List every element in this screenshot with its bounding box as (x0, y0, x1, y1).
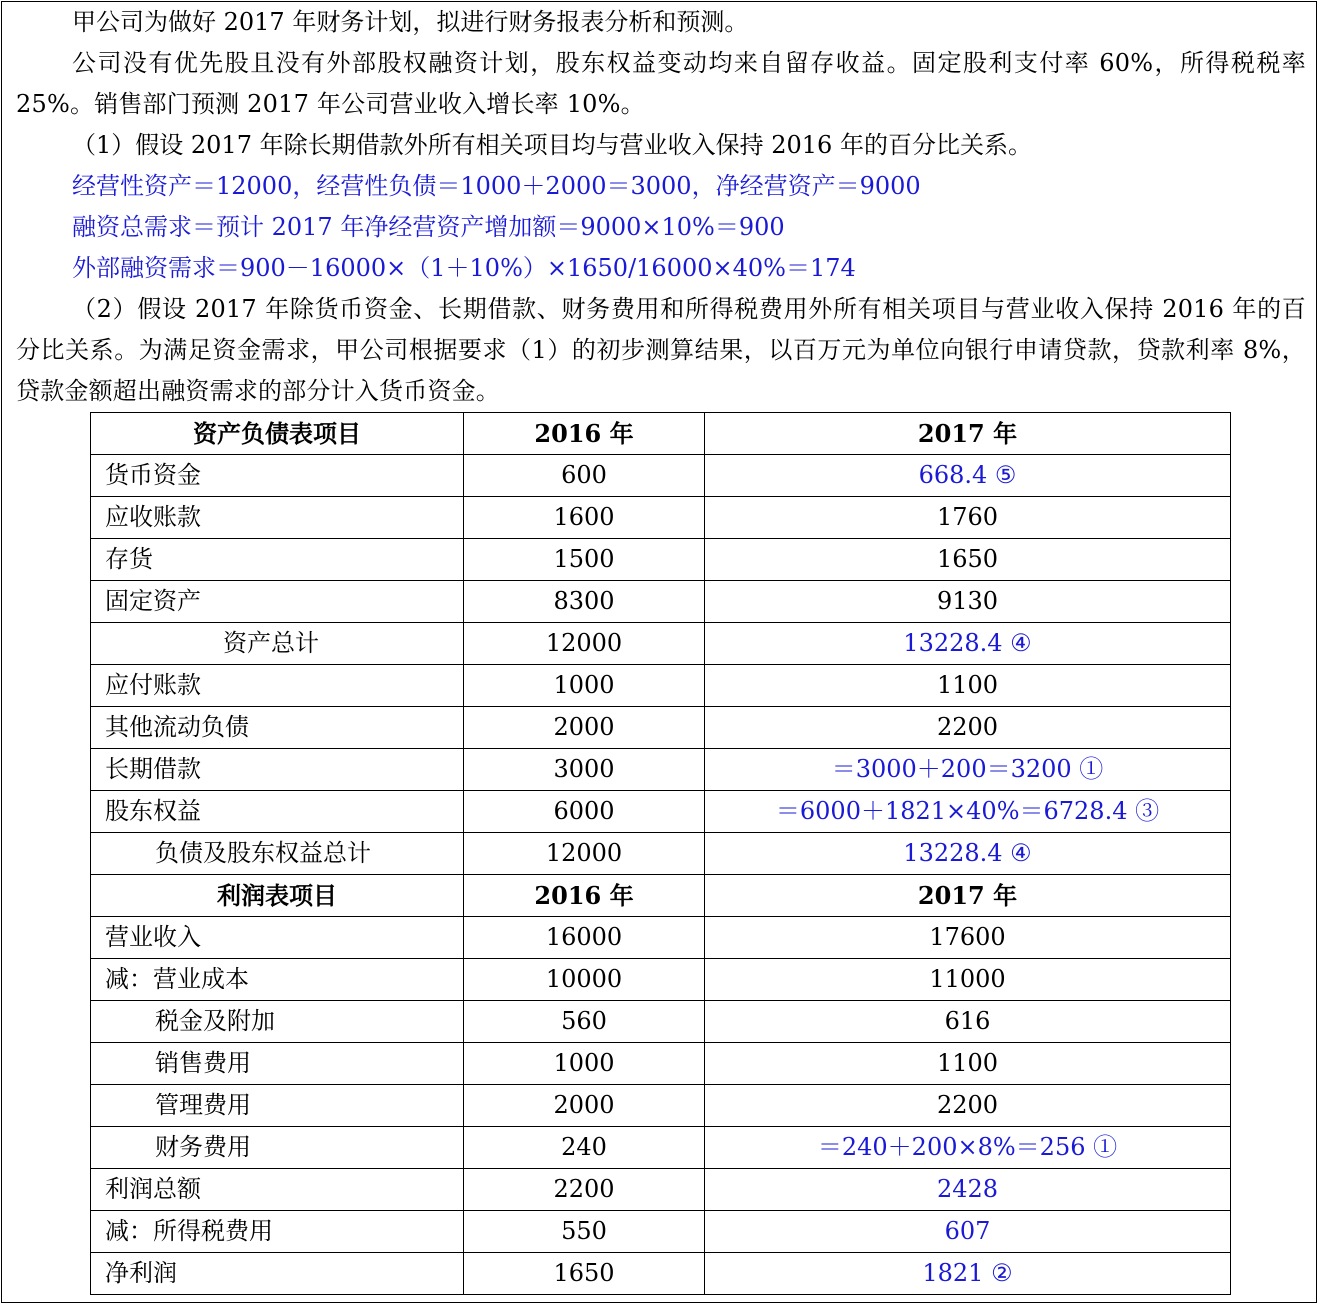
row-label: 减：所得税费用 (91, 1211, 464, 1253)
value-2017: 1760 (705, 497, 1231, 539)
table-row (91, 707, 1231, 749)
value-2016: 560 (464, 1001, 705, 1043)
value-2017: 13228.4 ④ (705, 833, 1231, 875)
row-label: 应收账款 (91, 497, 464, 539)
row-label: 资产总计 (91, 623, 464, 665)
value-2016: 12000 (464, 833, 705, 875)
table-row (91, 833, 1231, 875)
table-row (91, 1043, 1231, 1085)
table-row (91, 1253, 1231, 1295)
answer-1-line-1: 经营性资产＝12000，经营性负债＝1000＋2000＝3000，净经营资产＝9000 (72, 172, 921, 200)
value-2017: 13228.4 ④ (705, 623, 1231, 665)
row-label: 股东权益 (91, 791, 464, 833)
row-label: 管理费用 (91, 1085, 464, 1127)
row-label: 存货 (91, 539, 464, 581)
table-row (91, 1085, 1231, 1127)
question-2: （2）假设 2017 年除货币资金、长期借款、财务费用和所得税费用外所有相关项目与营业收入保持 2016 年的百分比关系。为满足资金需求，甲公司根据要求（1）的初步测算结果，以百万元为单位向银行申请贷款，贷款利率 8%，贷款金额超出融资需求的部分计入货币资金。 (16, 295, 1306, 405)
value-2016: 1650 (464, 1253, 705, 1295)
row-label: 净利润 (91, 1253, 464, 1295)
table-row (91, 791, 1231, 833)
value-2017: 1100 (705, 1043, 1231, 1085)
column-header-2017: 2017 年 (705, 875, 1231, 917)
row-label: 固定资产 (91, 581, 464, 623)
value-2017: ＝240＋200×8%＝256 ① (705, 1127, 1231, 1169)
intro-paragraph: 甲公司为做好 2017 年财务计划，拟进行财务报表分析和预测。 (72, 8, 749, 36)
value-2016: 1000 (464, 665, 705, 707)
row-label: 营业收入 (91, 917, 464, 959)
table-row (91, 959, 1231, 1001)
table-row (91, 623, 1231, 665)
table-row (91, 581, 1231, 623)
column-header-item: 资产负债表项目 (91, 413, 464, 455)
income-statement-header-row (91, 875, 1231, 917)
value-2016: 1000 (464, 1043, 705, 1085)
row-label: 利润总额 (91, 1169, 464, 1211)
column-header-2016: 2016 年 (464, 413, 705, 455)
table-row (91, 1211, 1231, 1253)
value-2017: 17600 (705, 917, 1231, 959)
financial-table (90, 412, 1231, 1295)
table-row (91, 1001, 1231, 1043)
value-2016: 6000 (464, 791, 705, 833)
column-header-2017: 2017 年 (705, 413, 1231, 455)
table-row (91, 665, 1231, 707)
value-2017: ＝6000＋1821×40%＝6728.4 ③ (705, 791, 1231, 833)
table-row (91, 1127, 1231, 1169)
value-2017: 1100 (705, 665, 1231, 707)
value-2016: 2000 (464, 707, 705, 749)
row-label: 税金及附加 (91, 1001, 464, 1043)
table-row (91, 749, 1231, 791)
column-header-2016: 2016 年 (464, 875, 705, 917)
value-2016: 1600 (464, 497, 705, 539)
question-1: （1）假设 2017 年除长期借款外所有相关项目均与营业收入保持 2016 年的百分比关系。 (72, 131, 1032, 159)
value-2017: 2200 (705, 1085, 1231, 1127)
value-2017: 1821 ② (705, 1253, 1231, 1295)
value-2016: 10000 (464, 959, 705, 1001)
row-label: 应付账款 (91, 665, 464, 707)
value-2016: 12000 (464, 623, 705, 665)
value-2017: 11000 (705, 959, 1231, 1001)
value-2017: 668.4 ⑤ (705, 455, 1231, 497)
row-label: 减：营业成本 (91, 959, 464, 1001)
value-2017: 616 (705, 1001, 1231, 1043)
value-2017: ＝3000＋200＝3200 ① (705, 749, 1231, 791)
value-2016: 550 (464, 1211, 705, 1253)
assumptions-paragraph: 公司没有优先股且没有外部股权融资计划，股东权益变动均来自留存收益。固定股利支付率 60%，所得税税率 25%。销售部门预测 2017 年公司营业收入增长率 10%。 (16, 49, 1306, 118)
value-2016: 2000 (464, 1085, 705, 1127)
row-label: 财务费用 (91, 1127, 464, 1169)
row-label: 长期借款 (91, 749, 464, 791)
value-2017: 2428 (705, 1169, 1231, 1211)
value-2016: 240 (464, 1127, 705, 1169)
table-row (91, 539, 1231, 581)
answer-1-line-3: 外部融资需求＝900－16000×（1＋10%）×1650/16000×40%＝174 (72, 254, 856, 282)
value-2017: 9130 (705, 581, 1231, 623)
row-label: 销售费用 (91, 1043, 464, 1085)
answer-1-line-2: 融资总需求＝预计 2017 年净经营资产增加额＝9000×10%＝900 (72, 213, 785, 241)
value-2016: 2200 (464, 1169, 705, 1211)
row-label: 其他流动负债 (91, 707, 464, 749)
value-2016: 3000 (464, 749, 705, 791)
table-row (91, 497, 1231, 539)
balance-sheet-header-row (91, 413, 1231, 455)
value-2017: 1650 (705, 539, 1231, 581)
value-2016: 600 (464, 455, 705, 497)
table-row (91, 1169, 1231, 1211)
column-header-item: 利润表项目 (91, 875, 464, 917)
value-2017: 607 (705, 1211, 1231, 1253)
value-2016: 8300 (464, 581, 705, 623)
value-2016: 1500 (464, 539, 705, 581)
row-label: 货币资金 (91, 455, 464, 497)
value-2016: 16000 (464, 917, 705, 959)
table-row (91, 917, 1231, 959)
table-row (91, 455, 1231, 497)
value-2017: 2200 (705, 707, 1231, 749)
row-label: 负债及股东权益总计 (91, 833, 464, 875)
